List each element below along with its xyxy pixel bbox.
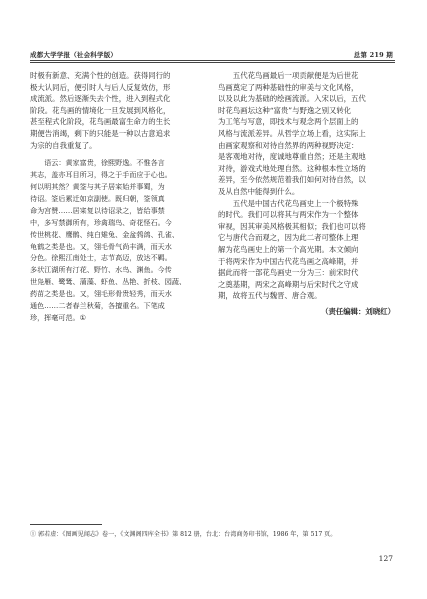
issue-number: 总第 219 期 <box>353 51 393 59</box>
quote-line: 世凫雁、鹭鸶、蒲藻、虾鱼、丛艳、折枝、园蔬、 <box>30 277 187 287</box>
block-quote <box>30 157 202 324</box>
text-line: 阶段。花鸟画的情境化一旦发展到风格化， <box>30 105 171 115</box>
footnote-rule <box>30 524 102 525</box>
text-line: 甚至程式化阶段，花鸟画最富生命力的生长 <box>30 117 171 127</box>
text-line: 解为花鸟画史上的第一个高光期。本文倾向 <box>218 244 359 254</box>
left-column <box>30 70 202 324</box>
quote-line: 命为宫赞……居宷复以待诏录之，皆给事禁 <box>30 205 165 215</box>
text-line: 及从自然中能得到什么。 <box>218 186 300 196</box>
text-line: 对待，游戏式地处理自然。这种根本性立场的 <box>218 163 366 173</box>
footnote: ① 郭若虚：《图画见闻志》卷一，《文渊阁四库全书》第 812 册，台北：台湾商务印书馆，1986 年，第 517 页。 <box>30 531 337 538</box>
text-line: 之奠基期，两宋之高峰期与后宋时代之守成 <box>218 279 359 289</box>
quote-line: 中，多写禁御所有，珍禽瑞鸟、奇花怪石。今 <box>30 217 172 227</box>
right-paragraph-2 <box>218 198 395 302</box>
editor-credit: （责任编辑：刘晓红） <box>321 306 395 316</box>
text-line: 时花鸟画坛这种“富贵”与野逸之别又转化 <box>218 105 352 115</box>
left-paragraph <box>30 70 202 151</box>
right-column <box>218 70 395 317</box>
header-rule-thin <box>30 62 395 63</box>
quote-line: 何以明其然？黄筌与其子居宷始并事蜀，为 <box>30 181 165 191</box>
text-line: 风格与流派差异。从哲学立场上看，这实际上 <box>218 128 366 138</box>
text-line: 极大认同后，便引时人与后人反复效仿，形 <box>30 82 171 92</box>
quote-line: 传世桃花、鹰鹘、纯白雉兔、金盆鹁鸽、孔雀、 <box>30 229 179 239</box>
right-paragraph-1 <box>218 70 395 198</box>
quote-line: 分色。徐熙江南处士，志节高迈，放达不羁。 <box>30 253 172 263</box>
quote-line: 珍，挥毫可范。① <box>30 312 87 322</box>
text-line: 审视，因其审美风格极其相似；我们也可以将 <box>218 221 366 231</box>
header-rule <box>30 60 395 61</box>
text-line: 期便告消竭，剩下的只能是一种以古意追求 <box>30 128 171 138</box>
text-line: 五代是中国古代花鸟画史上一个极特殊 <box>232 198 359 208</box>
text-line: 差异，至今依然规范着我们如何对待自然，以 <box>218 175 366 185</box>
text-line: 鸟画奠定了两种基础性的审美与文化风格， <box>218 82 359 92</box>
quote-line: 通色……二者春兰秋菊，各擅重名。下笔成 <box>30 301 165 311</box>
text-line: 以及以此为基础的绘画流派。入宋以后，五代 <box>218 94 366 104</box>
text-line: 为工笔与写意，即技术与观念两个层面上的 <box>218 117 359 127</box>
quote-line: 其志，盖亦耳目所习，得之于手而应于心也。 <box>30 170 172 180</box>
text-line: 时极有新意、充满个性的创造。获得同行的 <box>30 71 171 80</box>
text-line: 成流派。然后逐渐失去个性，进入到程式化 <box>30 94 171 104</box>
text-line: 它与唐代合而观之，因为此二者可整体上理 <box>218 233 359 243</box>
text-line: 的时代。我们可以将其与两宋作为一个整体 <box>218 210 359 220</box>
text-line: 由画家观察和对待自然界的两种视野决定： <box>218 140 359 150</box>
text-line: 五代花鸟画最后一项贡献便是为后世花 <box>232 71 359 80</box>
text-line: 是客观地对待，度诚地尊重自然；还是主观地 <box>218 152 366 162</box>
quote-line: 待诏。筌后累迁如京副使。既归朝，筌领真 <box>30 193 165 203</box>
text-line: 为宗的自我重复了。 <box>30 140 97 150</box>
quote-line: 药苗之类是也。又，翎毛形骨贵轻秀，而天水 <box>30 289 172 299</box>
text-line: 据此而将一部花鸟画史一分为三：前宋时代 <box>218 268 359 278</box>
quote-line: 龟鹤之类是也。又，翎毛骨气尚丰满，而天水 <box>30 241 172 251</box>
text-line: 于将两宋作为中国古代花鸟画之高峰期，并 <box>218 256 359 266</box>
quote-line: 多状江湖所有汀花、野竹、水鸟、渊鱼。今传 <box>30 265 172 275</box>
quote-line: 语云：黄家富贵，徐熙野逸。不惟各言 <box>44 158 165 168</box>
page-number: 127 <box>378 554 393 563</box>
journal-title: 成都大学学报（社会科学版） <box>30 51 118 59</box>
text-line: 期，故将五代与魏晋、唐合观。 <box>218 291 322 301</box>
